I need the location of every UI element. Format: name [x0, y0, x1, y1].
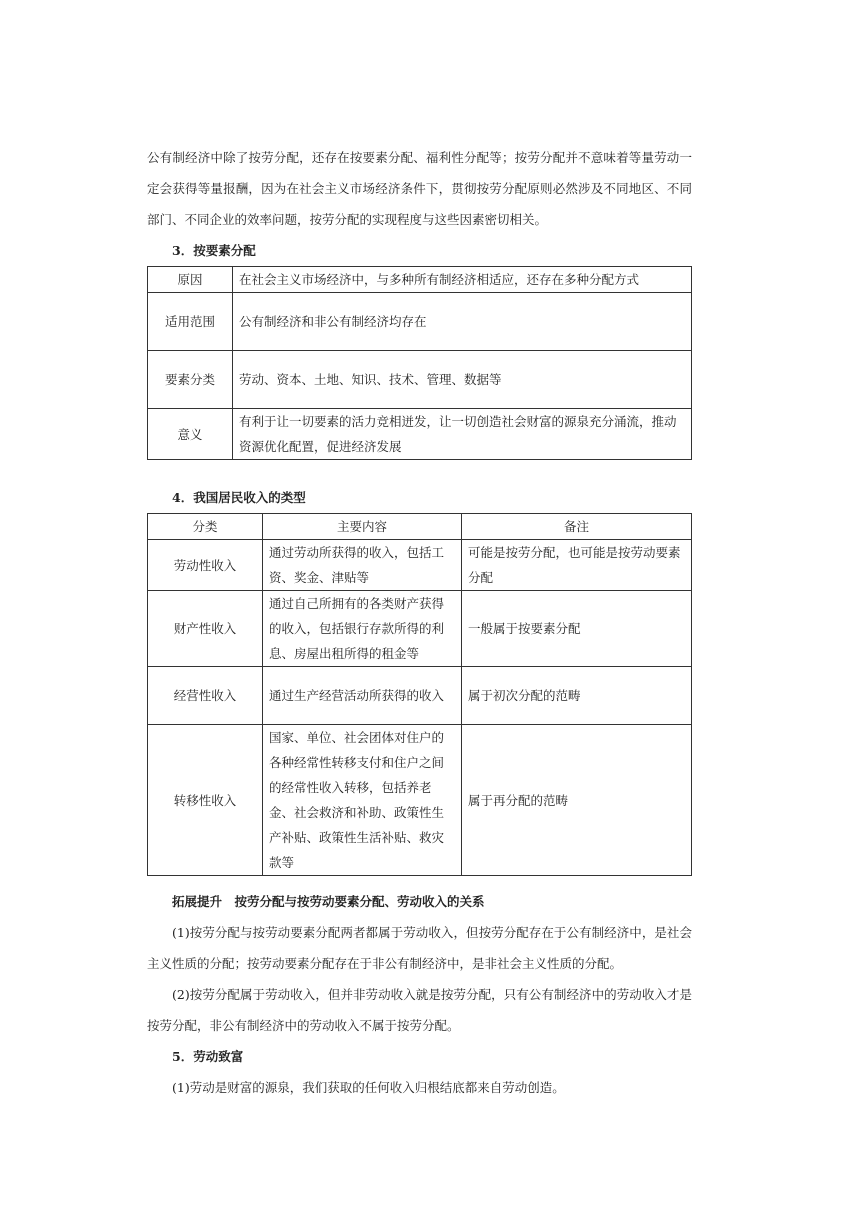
income-type: 财产性收入 [148, 591, 263, 667]
table-header-row [148, 514, 692, 540]
extension-paragraph-1: (1)按劳分配与按劳动要素分配两者都属于劳动收入，但按劳分配存在于公有制经济中，是社会主义性质的分配；按劳动要素分配存在于非公有制经济中，是非社会主义性质的分配。 [147, 925, 692, 971]
section-5-title: 5．劳动致富 [172, 1049, 244, 1064]
table-row [148, 409, 692, 460]
table-row [148, 667, 692, 725]
row-content: 有利于让一切要素的活力竞相迸发，让一切创造社会财富的源泉充分涌流，推动资源优化配置，促进经济发展 [233, 409, 692, 460]
income-note: 可能是按劳分配，也可能是按劳动要素分配 [462, 540, 692, 591]
income-content: 国家、单位、社会团体对住户的各种经常性转移支付和住户之间的经常性收入转移，包括养老金、社会救济和补助、政策性生产补贴、政策性生活补贴、救灾款等 [263, 725, 462, 876]
table-row [148, 725, 692, 876]
document-content [147, 142, 692, 1103]
income-type: 劳动性收入 [148, 540, 263, 591]
factor-distribution-table [147, 266, 692, 460]
income-type: 转移性收入 [148, 725, 263, 876]
income-content: 通过劳动所获得的收入，包括工资、奖金、津贴等 [263, 540, 462, 591]
section-5-paragraph-1: (1)劳动是财富的源泉，我们获取的任何收入归根结底都来自劳动创造。 [172, 1080, 565, 1095]
extension-title: 拓展提升 按劳分配与按劳动要素分配、劳动收入的关系 [172, 894, 485, 909]
row-label: 原因 [148, 267, 233, 293]
row-content: 在社会主义市场经济中，与多种所有制经济相适应，还存在多种分配方式 [233, 267, 692, 293]
income-note: 一般属于按要素分配 [462, 591, 692, 667]
table-row [148, 267, 692, 293]
income-note: 属于初次分配的范畴 [462, 667, 692, 725]
header-content: 主要内容 [263, 514, 462, 540]
row-label: 意义 [148, 409, 233, 460]
income-content: 通过生产经营活动所获得的收入 [263, 667, 462, 725]
table-row [148, 351, 692, 409]
table-row [148, 293, 692, 351]
row-content: 劳动、资本、土地、知识、技术、管理、数据等 [233, 351, 692, 409]
income-type: 经营性收入 [148, 667, 263, 725]
section-4-title: 4．我国居民收入的类型 [172, 490, 306, 505]
intro-paragraph: 公有制经济中除了按劳分配，还存在按要素分配、福利性分配等；按劳分配并不意味着等量劳动一定会获得等量报酬，因为在社会主义市场经济条件下，贯彻按劳分配原则必然涉及不同地区、不同部门、不同企业的效率问题，按劳分配的实现程度与这些因素密切相关。 [147, 150, 692, 227]
row-label: 适用范围 [148, 293, 233, 351]
row-label: 要素分类 [148, 351, 233, 409]
extension-paragraph-2: (2)按劳分配属于劳动收入，但并非劳动收入就是按劳分配，只有公有制经济中的劳动收入才是按劳分配，非公有制经济中的劳动收入不属于按劳分配。 [147, 987, 692, 1033]
table-row [148, 591, 692, 667]
table-row [148, 540, 692, 591]
income-content: 通过自己所拥有的各类财产获得的收入，包括银行存款所得的利息、房屋出租所得的租金等 [263, 591, 462, 667]
header-note: 备注 [462, 514, 692, 540]
section-3-title: 3．按要素分配 [172, 243, 256, 258]
header-category: 分类 [148, 514, 263, 540]
row-content: 公有制经济和非公有制经济均存在 [233, 293, 692, 351]
income-types-table [147, 513, 692, 876]
income-note: 属于再分配的范畴 [462, 725, 692, 876]
